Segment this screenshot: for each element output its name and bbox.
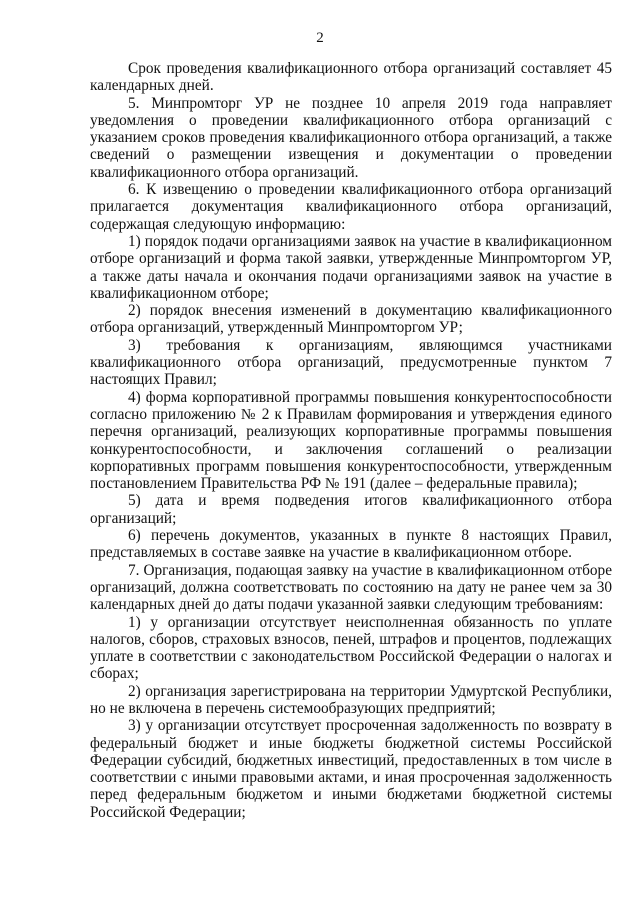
list-item-6-5: 5) дата и время подведения итогов квалификационного отбора организаций;	[90, 492, 612, 527]
list-item-6-6: 6) перечень документов, указанных в пункте 8 настоящих Правил, представляемых в составе заявке на участие в квалификационном отборе.	[90, 527, 612, 562]
list-item-7-3: 3) у организации отсутствует просроченная задолженность по возврату в федеральный бюджет и иные бюджеты бюджетной системы Российской Федерации субсидий, бюджетных инвестиций, предоставленных в том числе в соответствии с иными правовыми актами, и иная просроченная задолженность перед федеральным бюджетом и иными бюджетами бюджетной системы Российской Федерации;	[90, 717, 612, 821]
list-item-6-1: 1) порядок подачи организациями заявок на участие в квалификационном отборе организаций и форма такой заявки, утвержденные Минпромторгом УР, а также даты начала и окончания подачи организациями заявок на участие в квалификационном отборе;	[90, 232, 612, 302]
paragraph-item-7: 7. Организация, подающая заявку на участие в квалификационном отборе организаций, должна соответствовать по состоянию на дату не ранее чем за 30 календарных дней до даты подачи указанной заявки следующим требованиям:	[90, 561, 612, 614]
paragraph-item-6: 6. К извещению о проведении квалификационного отбора организаций прилагается документация квалификационного отбора организаций, содержащая следующую информацию:	[90, 181, 612, 233]
paragraph-item-5: 5. Минпромторг УР не позднее 10 апреля 2019 года направляет уведомления о проведении квалификационного отбора организаций с указанием сроков проведения квалификационного отбора организаций, а также сведений о размещении извещения и документации о проведении квалификационного отбора организаций.	[90, 94, 612, 181]
list-item-7-2: 2) организация зарегистрирована на территории Удмуртской Республики, но не включена в перечень системообразующих предприятий;	[90, 682, 612, 717]
paragraph-term: Срок проведения квалификационного отбора организаций составляет 45 календарных дней.	[90, 60, 612, 95]
list-item-7-1: 1) у организации отсутствует неисполненная обязанность по уплате налогов, сборов, страховых взносов, пеней, штрафов и процентов, подлежащих уплате в соответствии с законодательством Российской Федерации о налогах и сборах;	[90, 613, 612, 683]
document-body	[90, 60, 612, 821]
list-item-6-2: 2) порядок внесения изменений в документацию квалификационного отбора организаций, утвержденный Минпромторгом УР;	[90, 302, 612, 337]
list-item-6-3: 3) требования к организациям, являющимся участниками квалификационного отбора организаций, предусмотренные пунктом 7 настоящих Правил;	[90, 336, 612, 389]
page-number: 2	[316, 30, 324, 46]
list-item-6-4: 4) форма корпоративной программы повышения конкурентоспособности согласно приложению № 2 к Правилам формирования и утверждения единого перечня организаций, реализующих корпоративные программы повышения конкурентоспособности, и заключения соглашений о реализации корпоративных программ повышения конкурентоспособности, утвержденным постановлением Правительства РФ № 191 (далее – федеральные правила);	[90, 388, 612, 493]
